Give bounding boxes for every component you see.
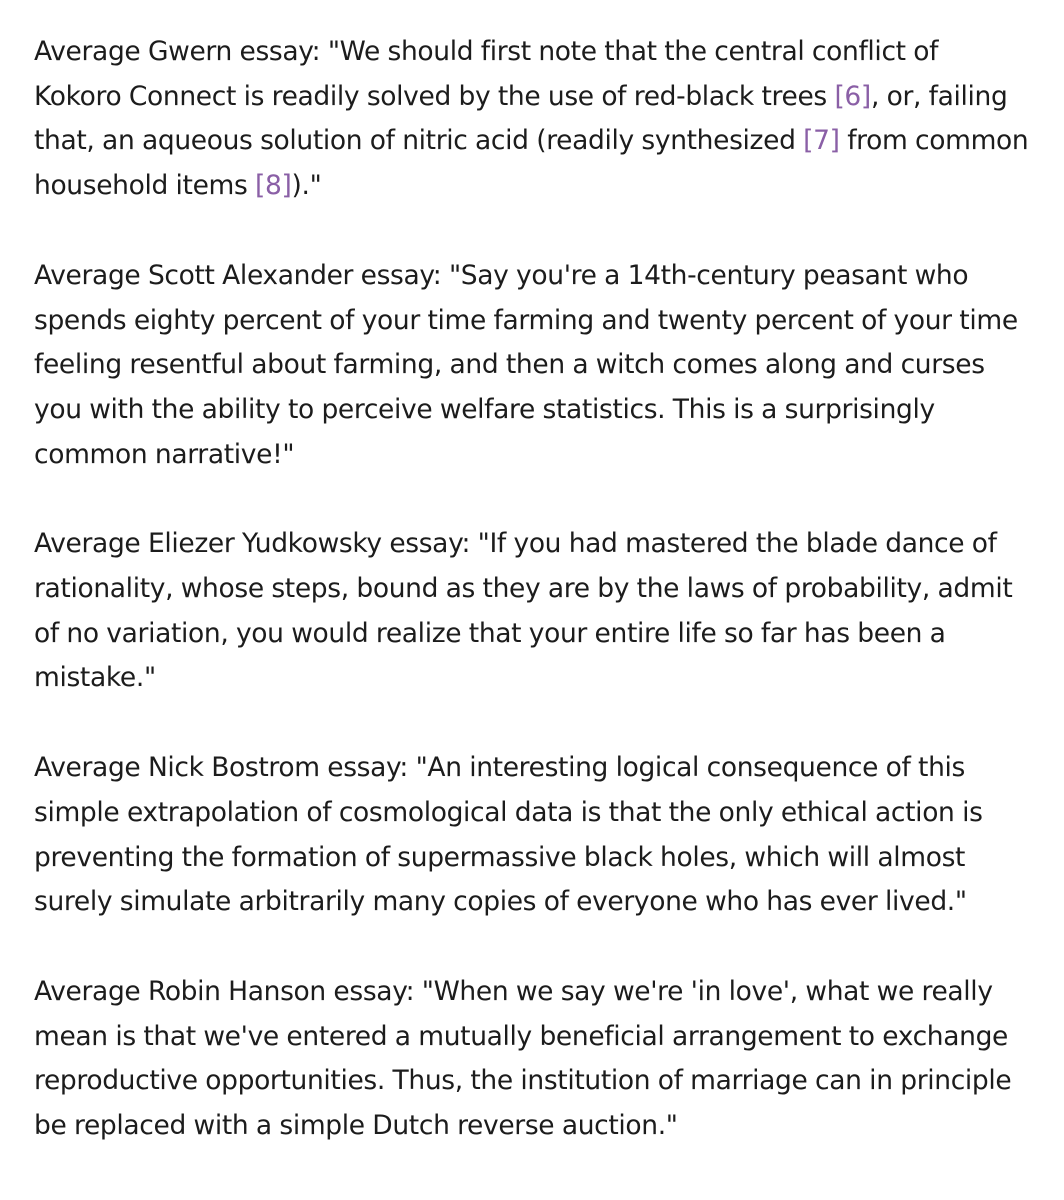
- text-line: [34, 612, 1050, 657]
- text-segment: Average Nick Bostrom essay: "An interesting logical consequence of this: [34, 752, 966, 784]
- text-segment: surely simulate arbitrarily many copies of everyone who has ever lived.": [34, 886, 967, 918]
- text-line: [34, 75, 1050, 120]
- text-line: [34, 30, 1050, 75]
- text-line: [34, 791, 1050, 836]
- text-line: [34, 343, 1050, 388]
- essay-paragraph: [34, 30, 1050, 209]
- text-line: [34, 388, 1050, 433]
- text-segment: Average Robin Hanson essay: "When we say we're 'in love', what we really: [34, 975, 993, 1007]
- text-line: [34, 746, 1050, 791]
- text-line: [34, 970, 1050, 1015]
- text-line: [34, 1104, 1050, 1149]
- text-line: [34, 567, 1050, 612]
- essay-paragraph: [34, 746, 1050, 925]
- text-line: [34, 656, 1050, 701]
- text-segment: , or, failing: [870, 80, 1008, 112]
- text-line: [34, 1059, 1050, 1104]
- text-segment: Kokoro Connect is readily solved by the use of red-black trees: [34, 80, 835, 112]
- text-segment: household items: [34, 170, 256, 202]
- citation-link[interactable]: [8]: [255, 170, 292, 202]
- text-segment: feeling resentful about farming, and then a witch comes along and curses: [34, 349, 985, 381]
- text-line: [34, 433, 1050, 478]
- essay-paragraph: [34, 970, 1050, 1149]
- text-segment: Average Eliezer Yudkowsky essay: "If you had mastered the blade dance of: [34, 528, 997, 560]
- essay-paragraph: [34, 254, 1050, 478]
- text-line: [34, 254, 1050, 299]
- text-segment: of no variation, you would realize that your entire life so far has been a: [34, 617, 946, 649]
- text-segment: from common: [839, 125, 1029, 157]
- text-segment: ).": [291, 170, 322, 202]
- text-segment: you with the ability to perceive welfare statistics. This is a surprisingly: [34, 393, 935, 425]
- text-line: [34, 836, 1050, 881]
- text-segment: be replaced with a simple Dutch reverse auction.": [34, 1110, 678, 1142]
- text-segment: Average Scott Alexander essay: "Say you're a 14th-century peasant who: [34, 259, 969, 291]
- citation-link[interactable]: [6]: [834, 80, 871, 112]
- text-segment: mean is that we've entered a mutually beneficial arrangement to exchange: [34, 1020, 1008, 1052]
- text-line: [34, 880, 1050, 925]
- text-segment: rationality, whose steps, bound as they are by the laws of probability, admit: [34, 573, 1013, 605]
- text-line: [34, 1015, 1050, 1060]
- text-segment: that, an aqueous solution of nitric acid (readily synthesized: [34, 125, 804, 157]
- text-segment: simple extrapolation of cosmological data is that the only ethical action is: [34, 796, 983, 828]
- citation-link[interactable]: [7]: [803, 125, 840, 157]
- text-segment: preventing the formation of supermassive black holes, which will almost: [34, 841, 966, 873]
- text-segment: Average Gwern essay: "We should first note that the central conflict of: [34, 36, 939, 67]
- text-line: [34, 164, 1050, 209]
- text-line: [34, 119, 1050, 164]
- essay-paragraph: [34, 522, 1050, 701]
- text-segment: spends eighty percent of your time farming and twenty percent of your time: [34, 304, 1018, 336]
- text-segment: mistake.": [34, 662, 156, 694]
- text-line: [34, 522, 1050, 567]
- text-segment: common narrative!": [34, 438, 295, 470]
- essay-list: [34, 30, 1050, 1194]
- text-segment: reproductive opportunities. Thus, the institution of marriage can in principle: [34, 1065, 1012, 1097]
- text-line: [34, 299, 1050, 344]
